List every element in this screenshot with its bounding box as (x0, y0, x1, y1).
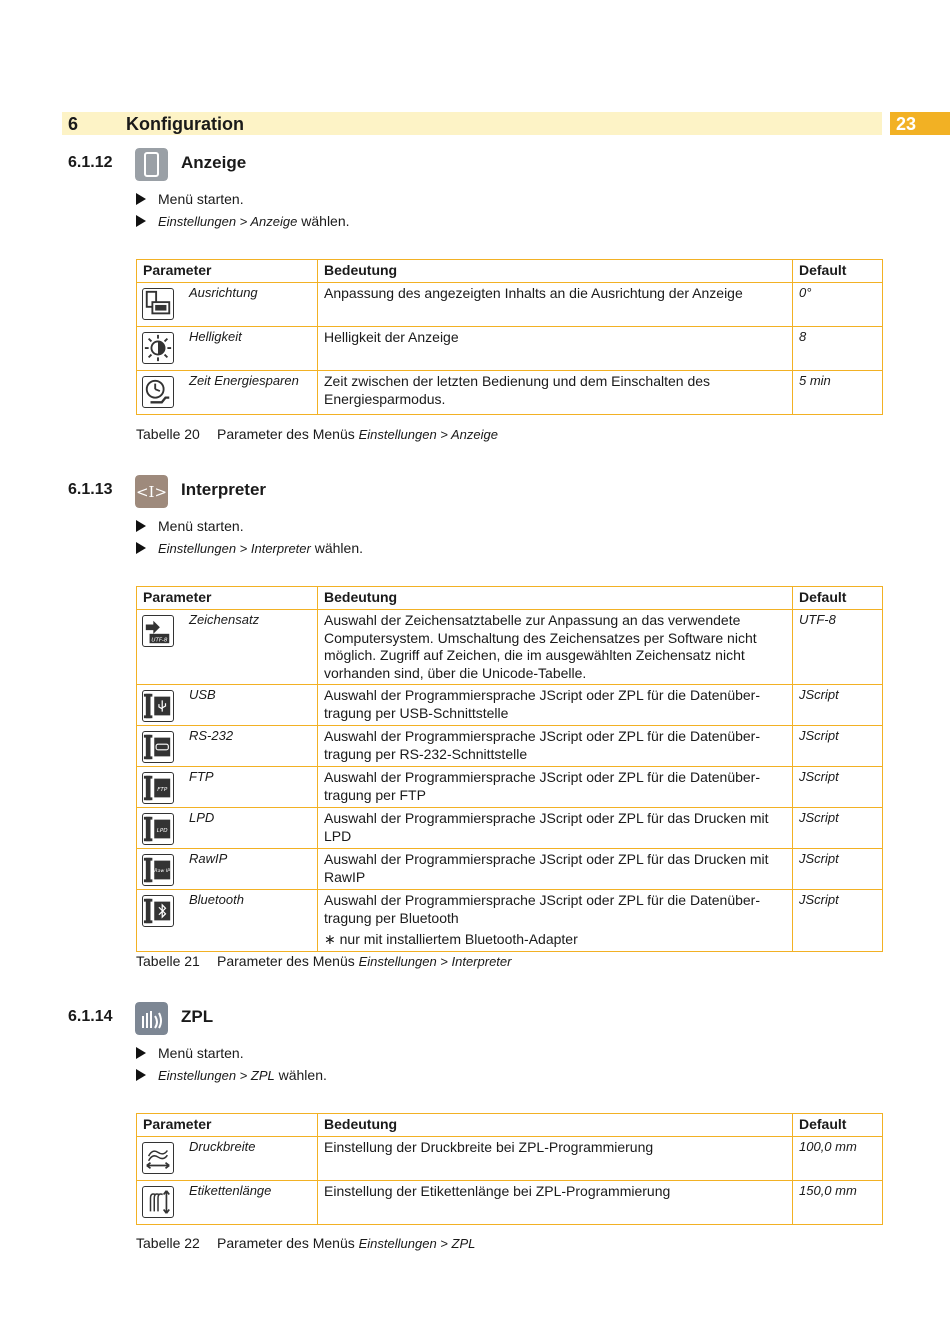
table-row: Bluetooth Auswahl der Programmiersprache JScript oder ZPL für die Datenüber-tragung per Bluetooth ∗ nur mit installiertem Bluetooth-Adapter JScript (137, 890, 883, 952)
arrow-icon (136, 215, 146, 227)
rs232-icon (142, 731, 174, 763)
section-title: Anzeige (181, 153, 247, 172)
table-header-row: Parameter Bedeutung Default (137, 260, 883, 283)
arrow-icon (136, 193, 146, 205)
table-row: Druckbreite Einstellung der Druckbreite bei ZPL-Programmierung 100,0 mm (137, 1137, 883, 1181)
section-title: Interpreter (181, 480, 267, 499)
zpl-icon (135, 1002, 168, 1035)
parameter-table (136, 1113, 883, 1225)
step-item: Menü starten. (136, 191, 244, 207)
step-item: Menü starten. (136, 518, 244, 534)
display-icon (135, 148, 168, 181)
ftp-icon (142, 772, 174, 804)
parameter-table (136, 259, 883, 415)
arrow-icon (136, 542, 146, 554)
arrow-icon (136, 520, 146, 532)
table-header-row: Parameter Bedeutung Default (137, 587, 883, 610)
arrow-icon (136, 1069, 146, 1081)
step-item: Einstellungen > Anzeige wählen. (136, 213, 350, 229)
chapter-title: Konfiguration (126, 114, 244, 134)
table-row: Helligkeit Helligkeit der Anzeige 8 (137, 327, 883, 371)
chapter-header (62, 112, 882, 135)
svg-text:<I>: <I> (135, 483, 168, 501)
step-item: Einstellungen > ZPL wählen. (136, 1067, 327, 1083)
table-caption: Tabelle 22 Parameter des Menüs Einstellungen > ZPL (136, 1235, 476, 1251)
parameter-table (136, 586, 883, 952)
table-caption: Tabelle 20 Parameter des Menüs Einstellungen > Anzeige (136, 426, 498, 442)
lpd-icon (142, 813, 174, 845)
usb-icon (142, 690, 174, 722)
footnote: ∗ nur mit installiertem Bluetooth-Adapter (324, 931, 578, 947)
section-title: ZPL (181, 1007, 214, 1026)
energy-timer-icon (142, 376, 174, 408)
step-item: Einstellungen > Interpreter wählen. (136, 540, 363, 556)
page-number: 23 (890, 112, 950, 135)
table-row: UTF-8 Zeichensatz Auswahl der Zeichensatztabelle zur Anpassung an das verwendete Computersystem. Umschaltung des Zeichensatzes per Software nicht möglich. Zugriff auf Zeichen, die im ausgewählten Zeichensatz nicht vorhanden sind, über die Unicode-Tabelle. UTF-8 (137, 610, 883, 685)
brightness-icon (142, 332, 174, 364)
table-row: Ausrichtung Anpassung des angezeigten Inhalts an die Ausrichtung der Anzeige 0° (137, 283, 883, 327)
print-width-icon (142, 1142, 174, 1174)
table-row: LPD LPD Auswahl der Programmiersprache JScript oder ZPL für das Drucken mit LPD JScript (137, 808, 883, 849)
svg-text:Raw IP: Raw IP (154, 868, 171, 874)
label-length-icon (142, 1186, 174, 1218)
chapter-number: 6 (68, 114, 79, 134)
arrow-icon (136, 1047, 146, 1059)
step-item: Menü starten. (136, 1045, 244, 1061)
bluetooth-icon (142, 895, 174, 927)
table-caption: Tabelle 21 Parameter des Menüs Einstellungen > Interpreter (136, 953, 512, 969)
rawip-icon (142, 854, 174, 886)
table-row: USB Auswahl der Programmiersprache JScript oder ZPL für die Datenüber-tragung per USB-Schnittstelle JScript (137, 685, 883, 726)
table-header-row: Parameter Bedeutung Default (137, 1114, 883, 1137)
table-row: Zeit Energiesparen Zeit zwischen der letzten Bedienung und dem Einschalten des Energiesparmodus. 5 min (137, 371, 883, 415)
section-number: 6.1.14 (68, 1008, 113, 1025)
svg-text:FTP: FTP (157, 786, 168, 793)
orientation-icon (142, 288, 174, 320)
section-number: 6.1.12 (68, 154, 113, 171)
table-row: RS-232 Auswahl der Programmiersprache JScript oder ZPL für die Datenüber-tragung per RS-232-Schnittstelle JScript (137, 726, 883, 767)
svg-text:UTF-8: UTF-8 (151, 637, 168, 644)
svg-text:LPD: LPD (156, 827, 168, 834)
table-row: Etikettenlänge Einstellung der Etikettenlänge bei ZPL-Programmierung 150,0 mm (137, 1181, 883, 1225)
interpreter-icon (135, 475, 168, 508)
section-number: 6.1.13 (68, 481, 113, 498)
table-row: Raw IP RawIP Auswahl der Programmiersprache JScript oder ZPL für das Drucken mit RawIP JScript (137, 849, 883, 890)
table-row: FTP FTP Auswahl der Programmiersprache JScript oder ZPL für die Datenüber-tragung per FTP JScript (137, 767, 883, 808)
charset-icon (142, 615, 174, 647)
